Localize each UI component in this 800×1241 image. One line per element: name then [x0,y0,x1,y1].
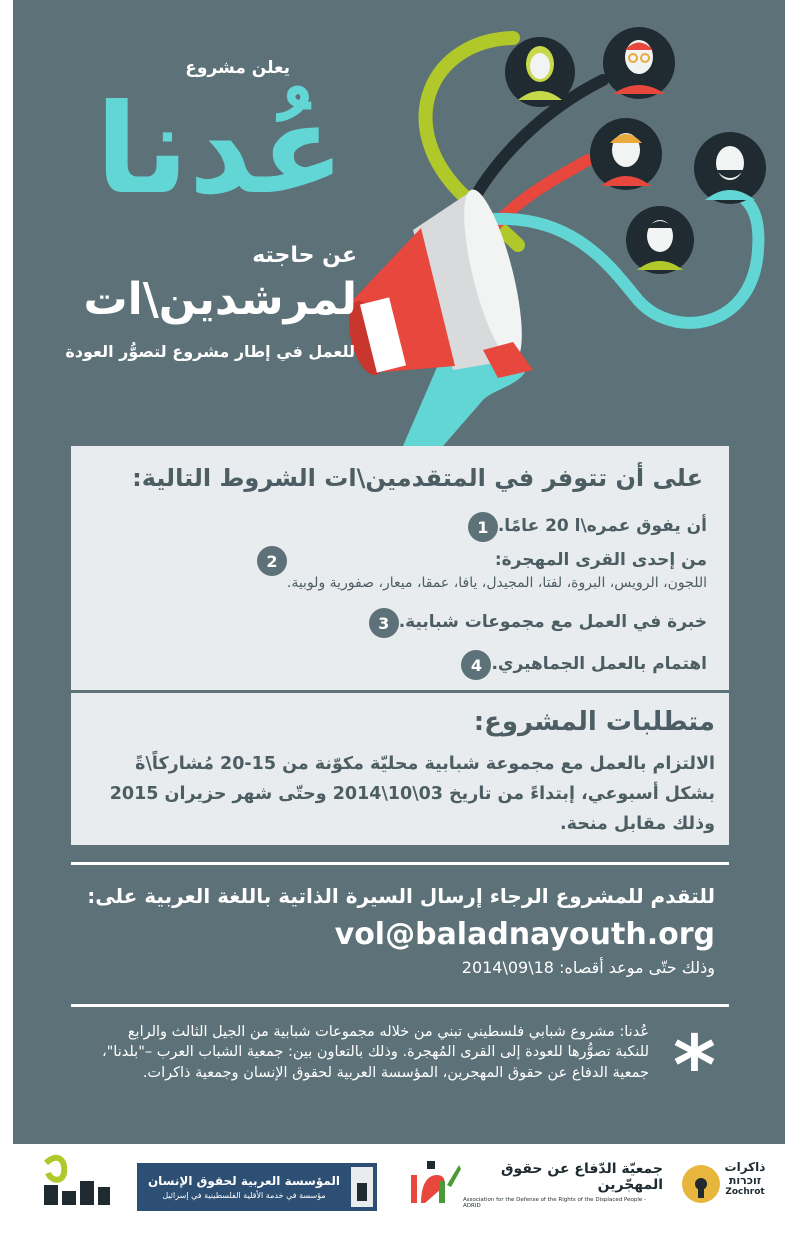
conditions-title: على أن تتوفر في المتقدمين\ات الشروط التالية: [132,464,703,492]
baladna-logo [36,1153,116,1213]
cyan-curve [483,190,758,323]
condition-number: 1 [468,512,498,542]
adrid-emblem-icon [403,1155,463,1211]
hra-subtitle: مؤسسة في خدمة الأقلية الفلسطينية في إسرائيل [162,1191,326,1200]
hra-emblem-icon [351,1167,373,1207]
divider [71,1004,729,1007]
hra-title: المؤسسة العربية لحقوق الإنسان [147,1174,341,1188]
requirements-box [71,693,729,845]
email-link[interactable]: vol@baladnayouth.org [334,917,715,952]
divider [71,862,729,865]
apply-instructions: للتقدم للمشروع الرجاء إرسال السيرة الذاتية باللغة العربية على: [87,884,715,908]
condition-item [458,512,707,542]
condition-number: 3 [369,608,399,638]
avatar-woman-blonde [505,37,575,107]
condition-number: 2 [257,546,287,576]
condition-text: خبرة في العمل مع مجموعات شبابية. [398,612,707,632]
conditions-box [71,446,729,690]
avatar-boy-green [626,206,694,274]
condition-item [247,546,707,591]
condition-text: أن يفوق عمره\ا 20 عامًا. [497,516,707,536]
condition-text: من إحدى القرى المهجرة: [494,550,707,570]
condition-item [359,608,707,638]
deadline-text: وذلك حتّى موعد أقصاه: 18\09\2014 [461,958,715,977]
adrid-name-ar: جمعيّة الدّفاع عن حقوق المهجّرين [501,1161,663,1193]
avatar-man-beard [694,132,766,204]
keyhole-icon [682,1165,720,1203]
zochrot-name-ar: ذاكرات [724,1160,766,1174]
avatar-woman-red [590,118,662,190]
avatar-man-glasses [603,27,675,99]
guides-heading: لمرشدين\ات [83,274,357,325]
condition-text: اهتمام بالعمل الجماهيري. [491,654,707,674]
announces-label: يعلن مشروع [185,58,290,78]
zochrot-name-en: Zochrot [725,1187,765,1197]
condition-number: 4 [461,650,491,680]
adrid-logo [403,1155,665,1211]
megaphone-illustration [13,0,785,446]
asterisk-icon: * [673,1019,716,1114]
project-note: عُدنا: مشروع شبابي فلسطيني تبني من خلاله مجموعات شبابية من الجيل الثالث والرابع للنكبة تصوُّرها للعودة إلى القرى المُهجرة. وذلك بالتعاون بين: جمعية الشباب العرب –"بلدنا"، جمعية الدفاع عن حقوق المهجرين، المؤسسة العربية لحقوق الإنسان وجمعية ذاكرات. [101,1024,649,1081]
framework-label: للعمل في إطار مشروع لتصوُّر العودة [65,342,355,361]
condition-villages: اللجون، الرويس، البروة، لفتا، المجيدل، يافا، عمقا، ميعار، صفورية ولوبية. [286,575,707,591]
project-title: عُدنا [95,78,345,222]
condition-item [451,650,707,680]
needs-label: عن حاجته [252,243,357,268]
zochrot-name-he: זוכרות [728,1174,762,1187]
requirements-title: متطلبات المشروع: [473,707,715,737]
requirements-text: الالتزام بالعمل مع مجموعة شبابية محليّة مكوّنة من 15-20 مُشاركاً\ةً بشكل أسبوعي، إبتداءً من تاريخ 03\10\2014 وحتّى شهر حزيران 2015 وذلك مقابل منحة. [109,754,715,835]
poster [13,0,785,1144]
adrid-name-en: Association for the Defense of the Rights of the Displaced People - ADRID [463,1197,646,1209]
hra-logo [137,1163,377,1211]
zochrot-logo [682,1160,768,1210]
